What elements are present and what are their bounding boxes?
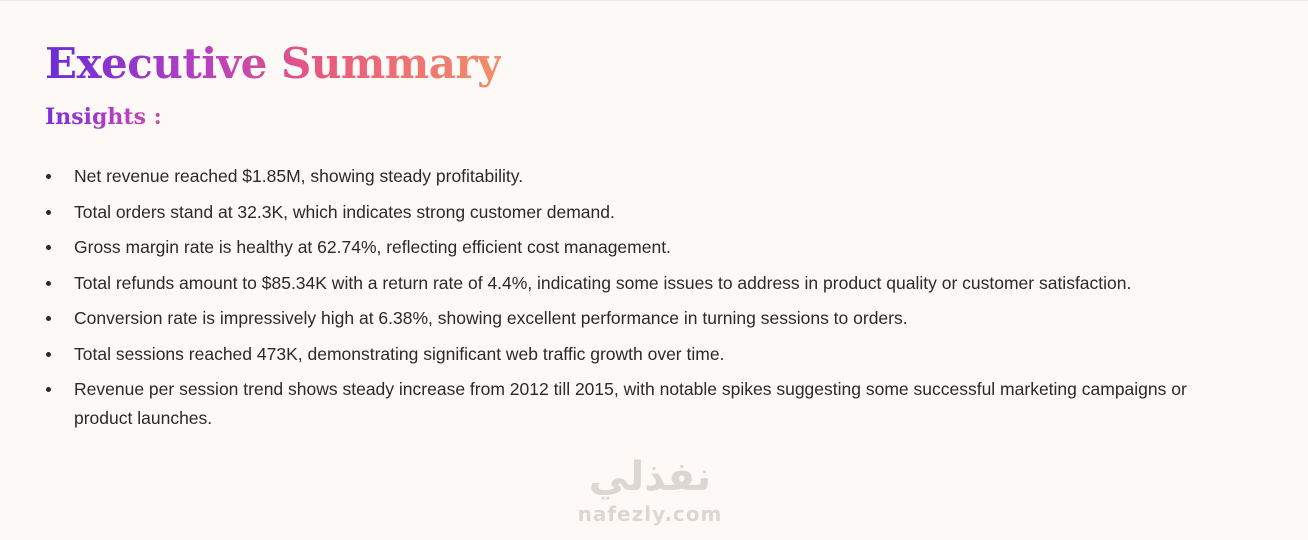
bullet-icon xyxy=(46,316,51,321)
bullet-icon xyxy=(46,352,51,357)
insight-text: Conversion rate is impressively high at 6.38%, showing excellent performance in turning sessions to orders. xyxy=(74,308,908,328)
list-item xyxy=(45,375,1245,433)
insights-list xyxy=(45,162,1245,440)
list-item xyxy=(45,304,1245,333)
insight-text: Total refunds amount to $85.34K with a return rate of 4.4%, indicating some issues to address in product quality or customer satisfaction. xyxy=(74,272,1132,293)
page-title: Executive Summary xyxy=(45,34,501,94)
bullet-icon xyxy=(46,281,51,286)
list-item xyxy=(45,198,1245,227)
bullet-icon xyxy=(46,387,51,392)
list-item xyxy=(45,269,1245,298)
top-divider xyxy=(0,0,1308,1)
section-subtitle: Insights : xyxy=(45,100,162,134)
bullet-icon xyxy=(46,245,51,250)
watermark-arabic-text: نفذلي xyxy=(588,454,712,500)
bullet-icon xyxy=(46,174,51,179)
bullet-icon xyxy=(46,210,51,215)
list-item xyxy=(45,162,1245,191)
insight-text: Revenue per session trend shows steady increase from 2012 till 2015, with notable spikes suggesting some successful marketing campaigns or product launches. xyxy=(74,379,1187,428)
insight-text: Total orders stand at 32.3K, which indicates strong customer demand. xyxy=(74,201,615,222)
list-item xyxy=(45,340,1245,369)
watermark-logo xyxy=(560,452,740,526)
insight-text: Net revenue reached $1.85M, showing steady profitability. xyxy=(74,166,524,186)
insight-text: Gross margin rate is healthy at 62.74%, reflecting efficient cost management. xyxy=(74,237,671,257)
watermark-latin-text: nafezly.com xyxy=(577,502,723,526)
list-item xyxy=(45,233,1245,262)
insight-text: Total sessions reached 473K, demonstrating significant web traffic growth over time. xyxy=(74,343,725,364)
